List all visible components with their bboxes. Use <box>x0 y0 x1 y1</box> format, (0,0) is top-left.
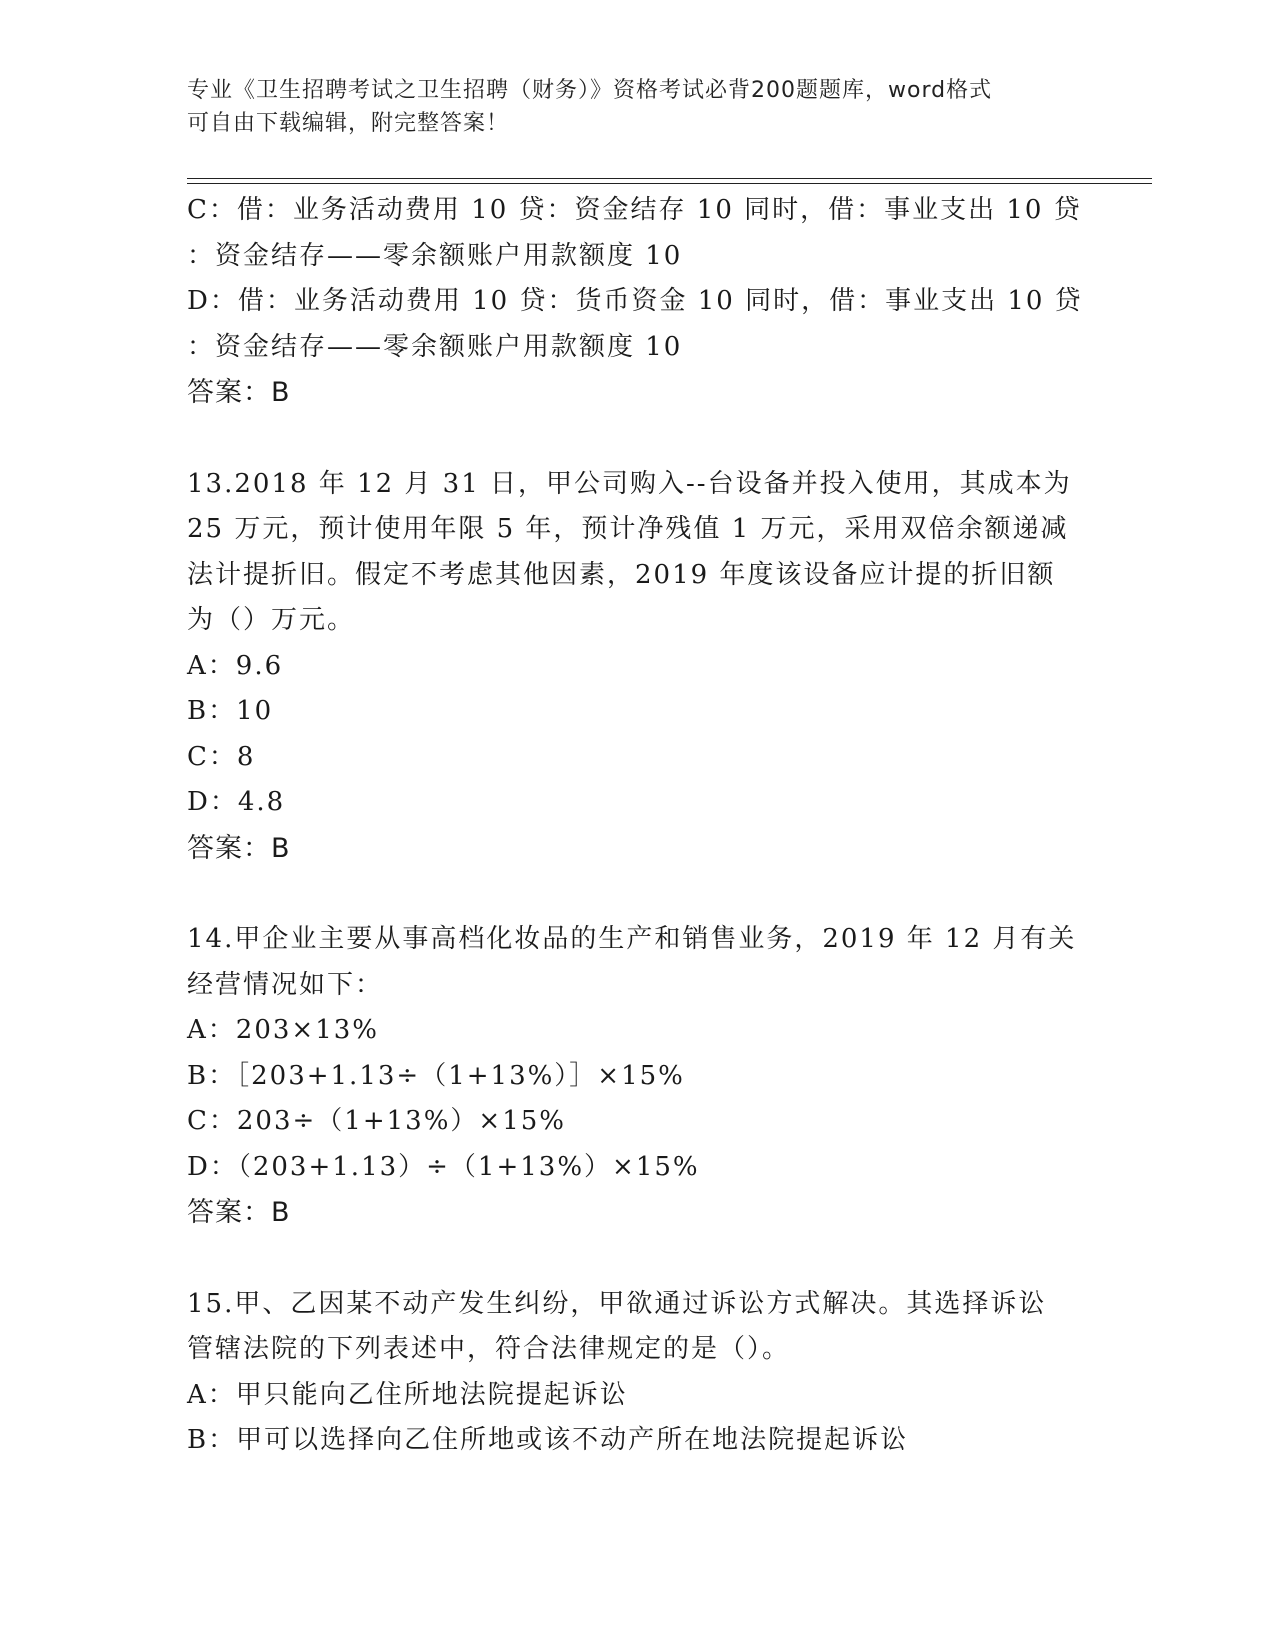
answer-line: 答案：B <box>187 377 291 408</box>
option-a: A：9.6 <box>187 650 284 681</box>
option-c: C：8 <box>187 741 256 772</box>
option-c: C：203÷（1+13%）×15% <box>187 1106 566 1136</box>
question-stem-line-2: 25 万元，预计使用年限 5 年，预计净残值 1 万元，采用双倍余额递减 <box>187 514 1069 544</box>
option-d-line-2: ：资金结存——零余额账户用款额度 10 <box>187 331 683 362</box>
option-a: A：甲只能向乙住所地法院提起诉讼 <box>187 1379 628 1410</box>
header-title-line-2: 可自由下载编辑，附完整答案！ <box>187 111 510 136</box>
question-14 <box>187 917 1087 1236</box>
question-stem-line-1: 15.甲、乙因某不动产发生纠纷，甲欲通过诉讼方式解决。其选择诉讼 <box>187 1288 1047 1319</box>
question-15 <box>187 1282 1087 1464</box>
header-divider-top <box>187 178 1152 179</box>
question-12 <box>187 188 1087 416</box>
question-stem-line-1: 14.甲企业主要从事高档化妆品的生产和销售业务，2019 年 12 月有关 <box>187 924 1077 954</box>
spacer <box>187 416 1087 462</box>
option-c-line-1: C：借：业务活动费用 10 贷：资金结存 10 同时，借：事业支出 10 贷 <box>187 195 1082 225</box>
answer-line: 答案：B <box>187 1197 291 1228</box>
document-body <box>187 188 1087 1464</box>
spacer <box>187 1236 1087 1282</box>
option-c-line-2: ：资金结存——零余额账户用款额度 10 <box>187 240 683 271</box>
question-stem-line-2: 经营情况如下： <box>187 969 384 1000</box>
header-divider-bottom <box>187 183 1152 184</box>
question-13 <box>187 462 1087 872</box>
option-d-line-1: D：借：业务活动费用 10 贷：货币资金 10 同时，借：事业支出 10 贷 <box>187 286 1083 316</box>
option-d: D：（203+1.13）÷（1+13%）×15% <box>187 1151 700 1182</box>
question-stem-line-3: 法计提折旧。假定不考虑其他因素，2019 年度该设备应计提的折旧额 <box>187 559 1056 590</box>
question-stem-line-4: 为（）万元。 <box>187 605 356 635</box>
option-d: D：4.8 <box>187 787 286 817</box>
option-b: B：甲可以选择向乙住所地或该不动产所在地法院提起诉讼 <box>187 1425 909 1455</box>
option-b: B：10 <box>187 696 274 726</box>
answer-line: 答案：B <box>187 832 291 864</box>
option-b: B：［203+1.13÷（1+13%）］×15% <box>187 1060 685 1091</box>
header-title-line-1: 专业《卫生招聘考试之卫生招聘（财务）》资格考试必背200题题库，word格式 <box>187 78 993 103</box>
option-a: A：203×13% <box>187 1015 379 1045</box>
spacer <box>187 871 1087 917</box>
page-header <box>187 74 1067 140</box>
question-stem-line-1: 13.2018 年 12 月 31 日，甲公司购入--台设备并投入使用，其成本为 <box>187 468 1072 499</box>
question-stem-line-2: 管辖法院的下列表述中，符合法律规定的是（）。 <box>187 1334 791 1364</box>
